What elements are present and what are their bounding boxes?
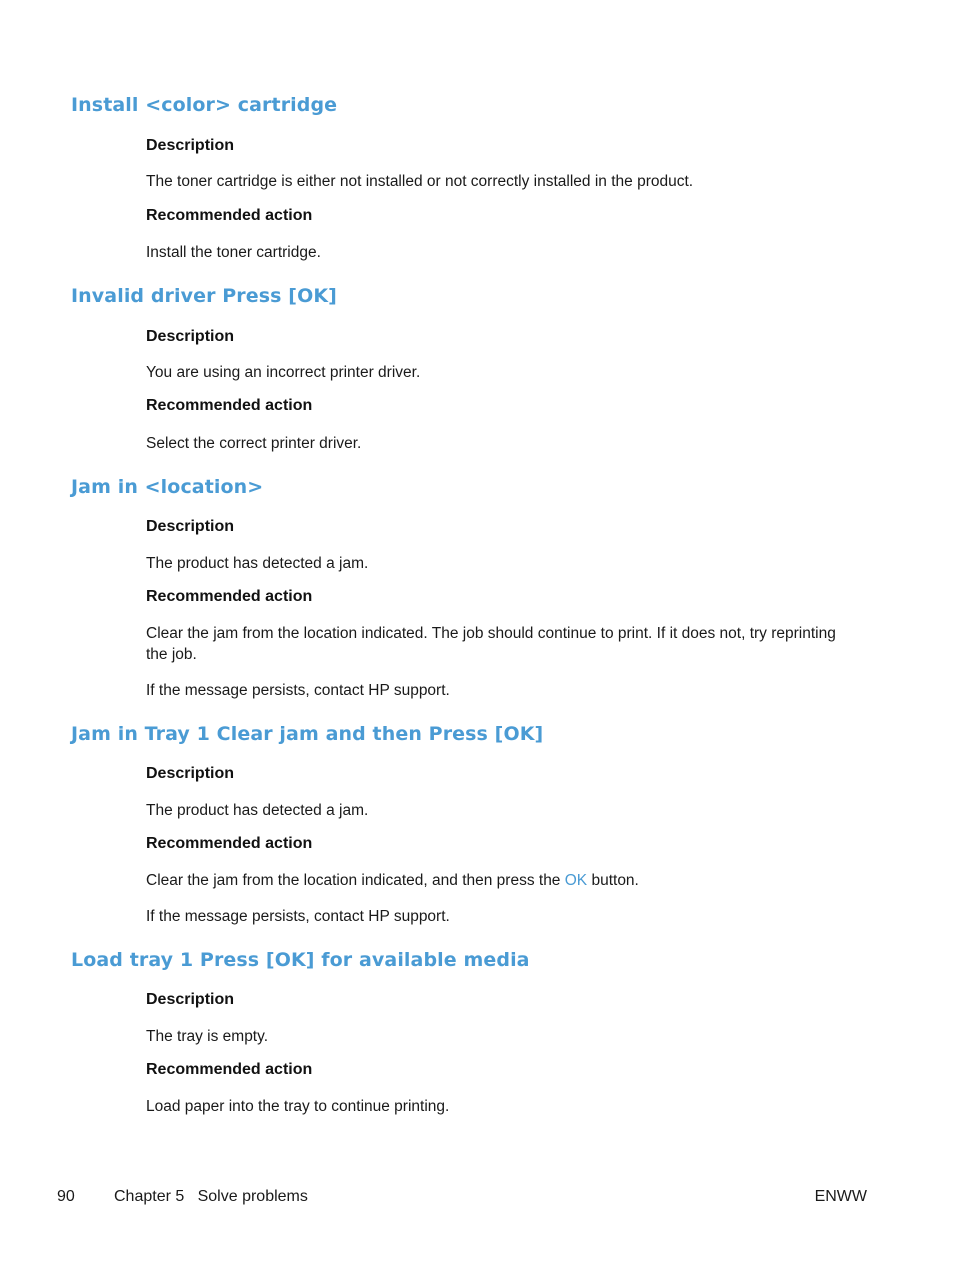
recommended-action-label: Recommended action: [146, 207, 313, 224]
section-heading-load-tray-1: Load tray 1 Press [OK] for available media: [71, 949, 530, 971]
recommended-action-extra-text: If the message persists, contact HP support.: [146, 682, 450, 699]
description-text: You are using an incorrect printer driver.: [146, 364, 421, 381]
recommended-action-text: Clear the jam from the location indicated. The job should continue to print. If it does not, try reprinting the job.: [146, 625, 836, 663]
section-heading-jam-location: Jam in <location>: [71, 476, 264, 498]
description-label: Description: [146, 518, 235, 535]
recommended-action-label: Recommended action: [146, 1061, 313, 1078]
description-label: Description: [146, 137, 235, 154]
recommended-action-text: Install the toner cartridge.: [146, 244, 321, 261]
recommended-action-label: Recommended action: [146, 835, 313, 852]
action-text-before: Clear the jam from the location indicated, and then press the: [146, 872, 565, 889]
description-label: Description: [146, 991, 235, 1008]
section-heading-install-cartridge: Install <color> cartridge: [71, 94, 338, 116]
recommended-action-text: Select the correct printer driver.: [146, 435, 362, 452]
ok-button-reference: OK: [564, 872, 588, 889]
description-text: The product has detected a jam.: [146, 802, 369, 819]
recommended-action-text: Load paper into the tray to continue printing.: [146, 1098, 450, 1115]
footer-chapter: Chapter 5 Solve problems: [114, 1188, 308, 1205]
recommended-action-text: [146, 870, 639, 891]
recommended-action-label: Recommended action: [146, 397, 313, 414]
footer-locale: ENWW: [814, 1188, 867, 1205]
description-label: Description: [146, 328, 235, 345]
section-heading-jam-tray-1: Jam in Tray 1 Clear jam and then Press [OK]: [71, 723, 544, 745]
description-text: The toner cartridge is either not installed or not correctly installed in the product.: [146, 173, 694, 190]
recommended-action-label: Recommended action: [146, 588, 313, 605]
recommended-action-extra-text: If the message persists, contact HP support.: [146, 908, 450, 925]
action-text-after: button.: [587, 872, 639, 889]
description-label: Description: [146, 765, 235, 782]
section-heading-invalid-driver: Invalid driver Press [OK]: [71, 285, 337, 307]
page-number: 90: [57, 1188, 75, 1205]
description-text: The tray is empty.: [146, 1028, 269, 1045]
description-text: The product has detected a jam.: [146, 555, 369, 572]
